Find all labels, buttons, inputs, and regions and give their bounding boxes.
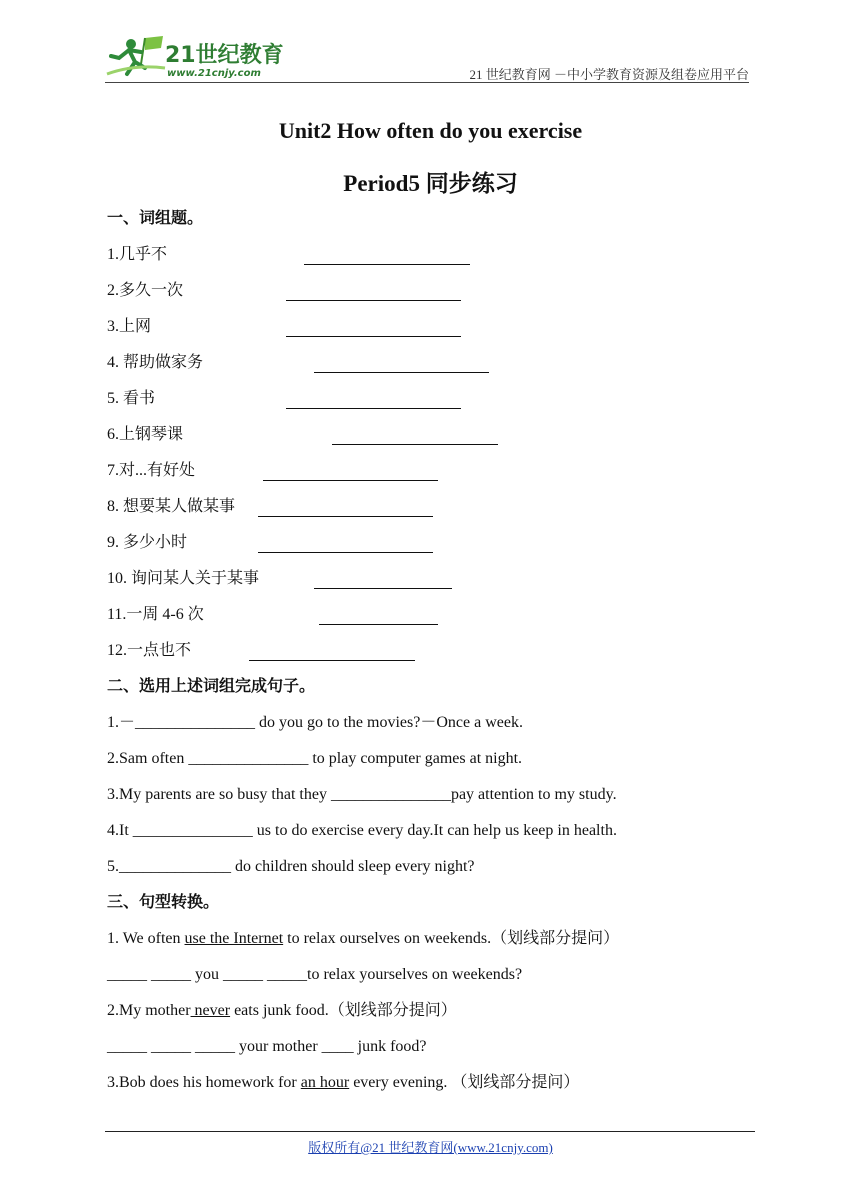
phrase-item: 11.一周 4-6 次 xyxy=(107,606,204,623)
phrase-item: 7.对...有好处 xyxy=(107,462,196,479)
header-site-text: 21 世纪教育网 －中小学教育资源及组卷应用平台 xyxy=(469,67,749,82)
answer-blank[interactable] xyxy=(286,300,461,301)
phrase-item: 2.多久一次 xyxy=(107,282,184,299)
answer-blank[interactable] xyxy=(319,624,438,625)
sentence-item: 4.It _______________ us to do exercise every day.It can help us keep in health. xyxy=(107,822,617,839)
page-subtitle: Period5 同步练习 xyxy=(343,171,518,196)
page-title: Unit2 How often do you exercise xyxy=(278,118,583,143)
transform-text: 2.My mother xyxy=(107,1002,191,1019)
logo-url: www.21cnjy.com xyxy=(167,68,261,79)
transform-text: eats junk food.（划线部分提问） xyxy=(230,1002,457,1019)
phrase-item: 9. 多少小时 xyxy=(107,534,188,551)
logo-wordmark: 21世纪教育 xyxy=(165,43,284,68)
underlined-phrase: use the Internet xyxy=(184,930,284,947)
underlined-phrase: never xyxy=(190,1002,231,1019)
transform-answer-line: _____ _____ you _____ _____to relax yourselves on weekends? xyxy=(107,966,523,983)
answer-blank[interactable] xyxy=(286,336,461,337)
sentence-item: 2.Sam often _______________ to play computer games at night. xyxy=(107,750,523,767)
sentence-blank[interactable]: _______________ xyxy=(135,714,256,731)
transform-answer-line: _____ _____ _____ your mother ____ junk food? xyxy=(107,1038,427,1055)
answer-blank[interactable] xyxy=(249,660,415,661)
transform-item xyxy=(107,1001,457,1021)
phrase-item: 4. 帮助做家务 xyxy=(107,354,204,371)
logo xyxy=(105,34,295,80)
phrase-item: 10. 询问某人关于某事 xyxy=(107,570,260,587)
section-heading-2: 二、选用上述词组完成句子。 xyxy=(107,678,316,695)
underlined-phrase: an hour xyxy=(300,1074,350,1091)
page-header xyxy=(105,30,749,86)
sentence-suffix: do you go to the movies?－Once a week. xyxy=(255,714,523,731)
phrase-item: 1.几乎不 xyxy=(107,246,168,263)
transform-text: to relax ourselves on weekends.（划线部分提问） xyxy=(283,930,620,947)
phrase-item: 12.一点也不 xyxy=(107,642,192,659)
transform-text: every evening. （划线部分提问） xyxy=(349,1074,580,1091)
section-heading-1: 一、词组题。 xyxy=(107,210,204,227)
answer-blank[interactable] xyxy=(314,372,489,373)
transform-text: 3.Bob does his homework for xyxy=(107,1074,301,1091)
answer-blank[interactable] xyxy=(258,516,433,517)
answer-blank[interactable] xyxy=(332,444,498,445)
sentence-item: 5.______________ do children should sleep every night? xyxy=(107,858,475,875)
phrase-item: 5. 看书 xyxy=(107,390,156,407)
footer-divider xyxy=(105,1131,755,1132)
footer-copyright-link[interactable]: 版权所有@21 世纪教育网(www.21cnjy.com) xyxy=(308,1140,553,1155)
answer-blank[interactable] xyxy=(258,552,433,553)
phrase-item: 3.上网 xyxy=(107,318,152,335)
answer-blank[interactable] xyxy=(286,408,461,409)
runner-logo-icon xyxy=(105,34,295,80)
transform-item xyxy=(107,1073,579,1093)
phrase-item: 8. 想要某人做某事 xyxy=(107,498,236,515)
sentence-item: 3.My parents are so busy that they _______________pay attention to my study. xyxy=(107,786,617,803)
answer-blank[interactable] xyxy=(263,480,438,481)
section-heading-3: 三、句型转换。 xyxy=(107,894,220,911)
answer-blank[interactable] xyxy=(314,588,452,589)
header-divider xyxy=(105,82,749,83)
transform-item xyxy=(107,929,619,949)
sentence-item xyxy=(107,713,523,733)
phrase-item: 6.上钢琴课 xyxy=(107,426,184,443)
transform-text: 1. We often xyxy=(107,930,185,947)
answer-blank[interactable] xyxy=(304,264,470,265)
sentence-prefix: 1.－ xyxy=(107,714,136,731)
